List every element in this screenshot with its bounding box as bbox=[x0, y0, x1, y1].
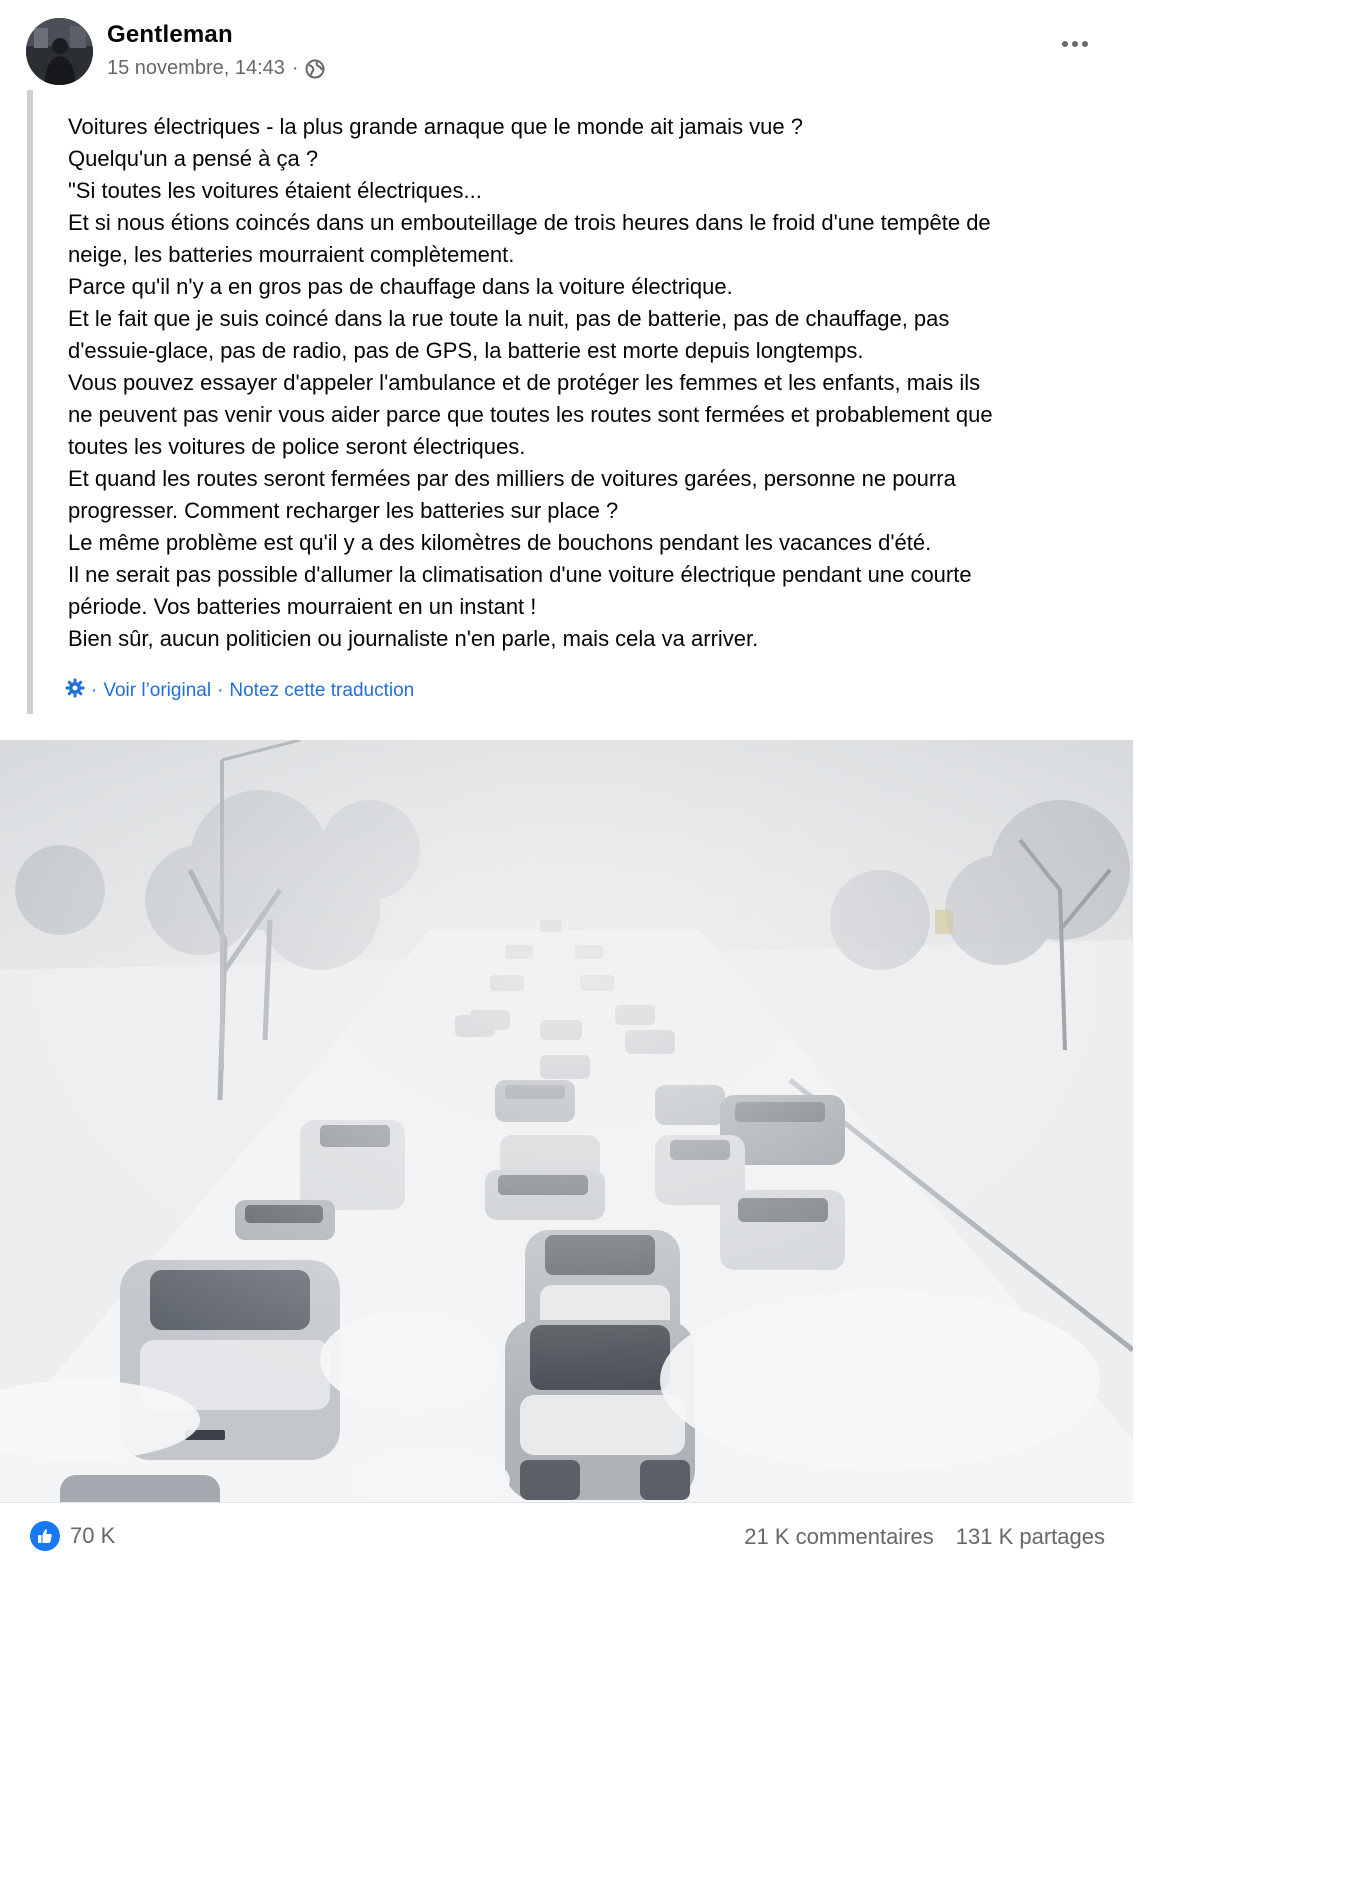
comments-count[interactable]: 21 K commentaires bbox=[744, 1524, 934, 1549]
post-text-line: toutes les voitures de police seront électriques. bbox=[68, 434, 526, 459]
post-text-line: Bien sûr, aucun politicien ou journaliste n'en parle, mais cela va arriver. bbox=[68, 626, 759, 651]
post-text-line: "Si toutes les voitures étaient électriques... bbox=[68, 178, 482, 203]
post-text-line: Il ne serait pas possible d'allumer la climatisation d'une voiture électrique pendant une courte bbox=[68, 562, 972, 587]
post-text-line: Et le fait que je suis coincé dans la rue toute la nuit, pas de batterie, pas de chauffage, pas bbox=[68, 306, 950, 331]
avatar-image bbox=[26, 18, 93, 85]
post-text-line: Voitures électriques - la plus grande arnaque que le monde ait jamais vue ? bbox=[68, 114, 804, 139]
thumbs-up-icon bbox=[30, 1521, 60, 1551]
translation-separator: · bbox=[217, 680, 224, 701]
post-text-line: Vous pouvez essayer d'appeler l'ambulance et de protéger les femmes et les enfants, mais ils bbox=[68, 370, 981, 395]
post-text-line: ne peuvent pas venir vous aider parce que toutes les routes sont fermées et probablement que bbox=[68, 402, 993, 427]
post-text-line: Le même problème est qu'il y a des kilomètres de bouchons pendant les vacances d'été. bbox=[68, 530, 932, 555]
post-meta bbox=[107, 57, 325, 80]
rate-translation-link[interactable]: Notez cette traduction bbox=[229, 680, 415, 701]
post-footer bbox=[0, 1502, 1133, 1569]
author-name[interactable]: Gentleman bbox=[107, 21, 233, 48]
globe-icon[interactable] bbox=[305, 59, 325, 79]
post-text-line: progresser. Comment recharger les batteries sur place ? bbox=[68, 498, 619, 523]
snowstorm-traffic-photo bbox=[0, 740, 1133, 1502]
post-text-line: Parce qu'il n'y a en gros pas de chauffage dans la voiture électrique. bbox=[68, 274, 733, 299]
avatar[interactable] bbox=[26, 18, 93, 85]
post-text-line: période. Vos batteries mourraient en un instant ! bbox=[68, 594, 537, 619]
gear-icon[interactable] bbox=[65, 678, 85, 704]
post-text-line: Quelqu'un a pensé à ça ? bbox=[68, 146, 319, 171]
post-header bbox=[0, 0, 1133, 90]
meta-separator: · bbox=[291, 57, 299, 79]
post-text-line: Et si nous étions coincés dans un embouteillage de trois heures dans le froid d'une tempête de bbox=[68, 210, 991, 235]
post-text bbox=[68, 111, 1118, 655]
post-photo[interactable] bbox=[0, 740, 1133, 1502]
reactions-summary[interactable] bbox=[30, 1521, 115, 1551]
view-original-link[interactable]: Voir l’original bbox=[103, 680, 212, 701]
engagement-stats bbox=[744, 1524, 1105, 1550]
post-text-line: Et quand les routes seront fermées par des milliers de voitures garées, personne ne pourra bbox=[68, 466, 956, 491]
like-count: 70 K bbox=[70, 1523, 116, 1548]
shares-count[interactable]: 131 K partages bbox=[955, 1524, 1105, 1549]
post-text-line: d'essuie-glace, pas de radio, pas de GPS, la batterie est morte depuis longtemps. bbox=[68, 338, 864, 363]
post-text-line: neige, les batteries mourraient complètement. bbox=[68, 242, 515, 267]
post-body bbox=[27, 90, 1123, 714]
translation-separator: · bbox=[91, 680, 98, 701]
translation-bar bbox=[65, 678, 414, 704]
post-timestamp[interactable]: 15 novembre, 14:43 bbox=[107, 57, 285, 79]
more-options-icon[interactable] bbox=[1059, 34, 1091, 54]
